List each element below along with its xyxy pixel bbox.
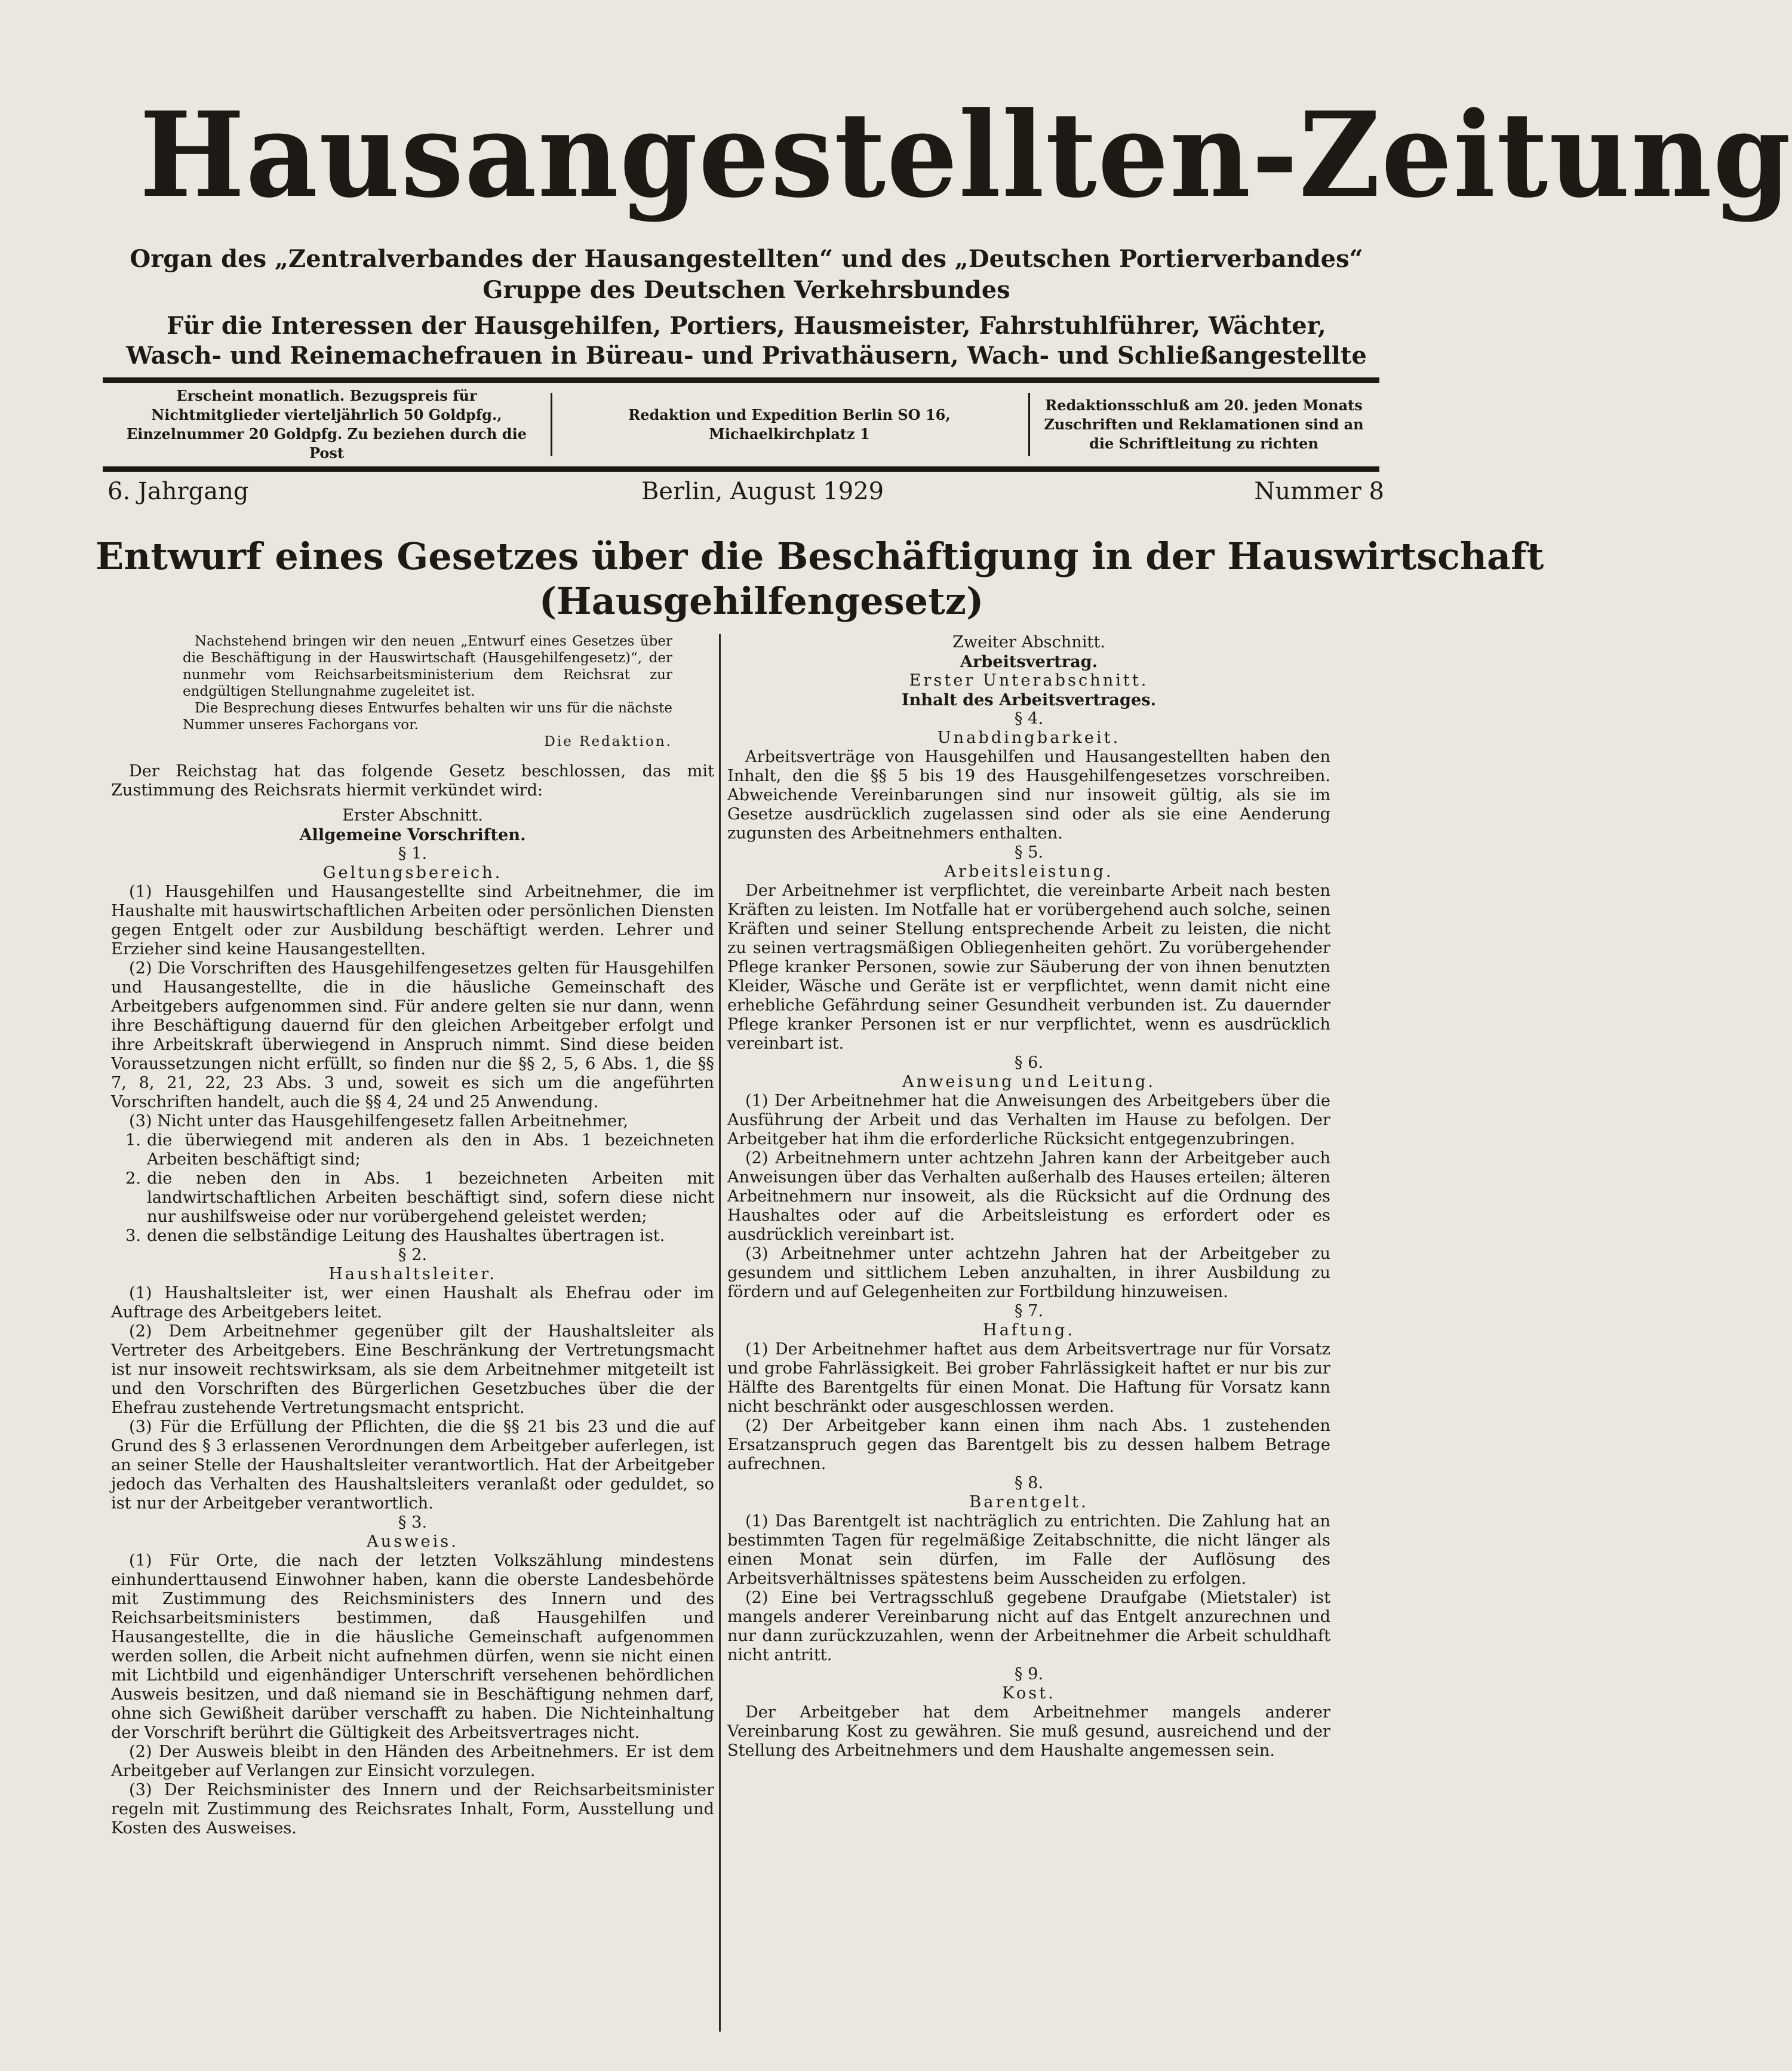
paragraph: (3) Arbeitnehmer unter achtzehn Jahren hat der Arbeitgeber zu gesundem und sittlichem Leben anzuhalten, in ihrer Ausbildung zu fördern und auf Gelegenheiten zur Fortbildung hinzuweisen. [727,1245,1330,1301]
paragraph: (2) Der Arbeitgeber kann einen ihm nach Abs. 1 zustehenden Ersatzanspruch gegen das Barentgelt bis zu dessen halbem Betrage aufrechnen. [727,1416,1330,1473]
paragraph: (2) Dem Arbeitnehmer gegenüber gilt der Haushaltsleiter als Vertreter des Arbeitgebers. Eine Beschränkung der Vertretungsmacht ist nur insoweit rechtswirksam, als sie dem Arbeitnehmer mitgeteilt ist und den Vorschriften des Bürgerlichen Gesetzbuches über die der Ehefrau zustehende Vertretungsmacht entspricht. [111,1322,714,1417]
preamble: Der Reichstag hat das folgende Gesetz beschlossen, das mit Zustimmung des Reichsrats hiermit verkündet wird: [111,762,714,800]
paragraph: (2) Eine bei Vertragsschluß gegebene Draufgabe (Mietstaler) ist mangels anderer Vereinbarung nicht auf das Entgelt anzurechnen und nur dann zurückzuzahlen, wenn der Arbeitnehmer die Arbeit schuldhaft nicht antritt. [727,1588,1330,1664]
place-date: Berlin, August 1929 [641,478,884,505]
paragraph: (1) Hausgehilfen und Hausangestellte sind Arbeitnehmer, die im Haushalte mit hauswirtschaftlichen Arbeiten oder persönlichen Diensten gegen Entgelt oder zur Ausbildung beschäftigt werden. Lehrer und Erzieher sind keine Hausangestellten. [111,883,714,958]
interests-line-1: Für die Interessen der Hausgehilfen, Portiers, Hausmeister, Fahrstuhlführer, Wächter, [167,312,1326,340]
editorial-note-text: Nachstehend bringen wir den neuen „Entwurf eines Gesetzes über die Beschäftigung in der Hauswirtschaft (Hausgehilfengesetz)“, der nunmehr vom Reichsarbeitsministerium dem Reichsrat zur endgültigen Stellungnahme zugeleitet ist. [183,634,672,699]
paragraph: (1) Haushaltsleiter ist, wer einen Haushalt als Ehefrau oder im Auftrage des Arbeitgebers leitet. [111,1284,714,1322]
headline-subtitle: (Hausgehilfengesetz) [539,579,984,623]
headline: Entwurf eines Gesetzes über die Beschäftigung in der Hauswirtschaft [96,534,1544,578]
editorial-signature: Die Redaktion. [544,734,672,749]
paragraph: Der Arbeitgeber hat dem Arbeitnehmer mangels anderer Vereinbarung Kost zu gewähren. Sie muß gesund, ausreichend und der Stellung des Arbeitnehmers und dem Haushalte angemessen sein. [727,1703,1330,1760]
editorial-note [183,633,672,750]
section-title: Kost. [1002,1684,1056,1703]
part-heading: Erster Abschnitt. [342,806,483,825]
paragraph: (2) Der Ausweis bleibt in den Händen des Arbeitnehmers. Er ist dem Arbeitgeber auf Verlangen zur Einsicht vorzulegen. [111,1743,714,1780]
bottom-rule [103,466,1379,472]
subpart-heading: Erster Unterabschnitt. [909,671,1149,690]
section-title: Ausweis. [367,1532,459,1551]
section-number: § 9. [1014,1665,1044,1683]
group-line: Gruppe des Deutschen Verkehrsbundes [482,276,1010,304]
list-item [111,1169,714,1227]
column-divider [719,634,721,2032]
list-number: 3. [125,1227,141,1245]
list-text: denen die selbständige Leitung des Haushaltes übertragen ist. [147,1227,665,1245]
paragraph: (3) Für die Erfüllung der Pflichten, die die §§ 21 bis 23 und die auf Grund des § 3 erlassenen Verordnungen dem Arbeitgeber auferlegen, ist an seiner Stelle der Haushaltsleiter verantwortlich. Hat der Arbeitgeber jedoch das Verhalten des Haushaltsleiters veranlaßt oder geduldet, so ist nur der Arbeitgeber verantwortlich. [111,1418,714,1513]
section-number: § 2. [398,1246,428,1264]
right-column [727,633,1330,1760]
part-title: Arbeitsvertrag. [960,652,1098,671]
section-number: § 6. [1014,1053,1044,1072]
paragraph: (3) Nicht unter das Hausgehilfengesetz fallen Arbeitnehmer, [129,1112,628,1130]
paragraph: (1) Das Barentgelt ist nachträglich zu entrichten. Die Zahlung hat an bestimmten Tagen für regelmäßige Zeitabschnitte, die nicht länger als einen Monat sein dürfen, im Falle der Auflösung des Arbeitsverhältnisses spätestens beim Ausscheiden zu erfolgen. [727,1512,1330,1588]
organ-line: Organ des „Zentralverbandes der Hausangestellten“ und des „Deutschen Portierverbandes“ [130,245,1363,273]
section-number: § 7. [1014,1302,1044,1320]
section-title: Arbeitsleistung. [944,862,1114,881]
section-title: Haushaltsleiter. [328,1265,497,1283]
section-number: § 5. [1014,843,1044,862]
section-number: § 1. [398,844,428,863]
info-box [103,387,1379,462]
paragraph: Arbeitsverträge von Hausgehilfen und Hausangestellten haben den Inhalt, den die §§ 5 bis 19 des Hausgehilfengesetzes vorschreiben. Abweichende Vereinbarungen sind nur insoweit gültig, als sie im Gesetze ausdrücklich zugelassen sind oder als sie eine Aenderung zugunsten des Arbeitnehmers enthalten. [727,748,1330,843]
section-number: § 4. [1014,709,1044,728]
paragraph: (1) Der Arbeitnehmer hat die Anweisungen des Arbeitgebers über die Ausführung der Arbeit und das Verhalten im Hause zu befolgen. Der Arbeitgeber hat ihm die erforderliche Rücksicht entgegenzubringen. [727,1092,1330,1148]
paragraph: Der Arbeitnehmer ist verpflichtet, die vereinbarte Arbeit nach besten Kräften zu leisten. Im Notfalle hat er vorübergehend auch solche, seinen Kräften und seiner Stellung entsprechende Arbeit zu leisten, die nicht zu seinen vertragsmäßigen Obliegenheiten gehört. Zu vorübergehender Pflege kranker Personen, sowie zur Säuberung der von ihnen benutzten Kleider, Wäsche und Geräte ist er verpflichtet, wenn damit nicht eine erhebliche Gefährdung seiner Gesundheit verbunden ist. Zu dauernder Pflege kranker Personen ist er nur verpflichtet, wenn es ausdrücklich vereinbart ist. [727,881,1330,1053]
section-title: Unabdingbarkeit. [937,729,1121,747]
section-title: Haftung. [983,1321,1075,1339]
paragraph: (1) Für Orte, die nach der letzten Volkszählung mindestens einhunderttausend Einwohner haben, kann die oberste Landesbehörde mit Zustimmung des Reichsministers des Innern und des Reichsarbeitsministers bestimmen, daß Hausgehilfen und Hausangestellte, die in die häusliche Gemeinschaft aufgenommen werden sollen, die Arbeit nicht aufnehmen dürfen, wenn sie nicht einen mit Lichtbild und eigenhändiger Unterschrift versehenen behördlichen Ausweis besitzen, und daß niemand sie in Beschäftigung nehmen darf, ohne sich Gewißheit darüber verschafft zu haben. Die Nichteinhaltung der Vorschrift berührt die Gültigkeit des Arbeitsvertrages nicht. [111,1551,714,1742]
section-title: Barentgelt. [969,1493,1089,1511]
editorial-note-text: Die Besprechung dieses Entwurfes behalten wir uns für die nächste Nummer unseres Fachorgans vor. [183,700,672,733]
left-column [111,633,714,1838]
section-number: § 3. [398,1513,428,1532]
subpart-title: Inhalt des Arbeitsvertrages. [901,690,1157,709]
list-item [111,1227,714,1246]
editorial-address: Redaktion und Expedition Berlin SO 16, Michaelkirchplatz 1 [628,406,951,443]
list-text: die überwiegend mit anderen als den in Abs. 1 bezeichneten Arbeiten beschäftigt sind; [147,1131,714,1169]
paragraph: (1) Der Arbeitnehmer haftet aus dem Arbeitsvertrage nur für Vorsatz und grobe Fahrlässigkeit. Bei grober Fahrlässigkeit haftet er nur bis zur Hälfte des Barentgelts für einen Monat. Die Haftung für Vorsatz kann nicht beschränkt oder ausgeschlossen werden. [727,1340,1330,1416]
volume-label: 6. Jahrgang [107,478,249,505]
list-item [111,1131,714,1169]
list-number: 1. [125,1131,141,1150]
paragraph: (3) Der Reichsminister des Innern und der Reichsarbeitsminister regeln mit Zustimmung des Reichsrates Inhalt, Form, Ausstellung und Kosten des Ausweises. [111,1781,714,1838]
interests-line-2: Wasch- und Reinemachefrauen in Büreau- und Privathäusern, Wach- und Schließangestellte [126,342,1367,370]
subscription-info: Erscheint monatlich. Bezugspreis für Nichtmitglieder vierteljährlich 50 Goldpfg., Einzelnummer 20 Goldpfg. Zu beziehen durch die Post [127,387,527,462]
masthead-title: Hausangestellten-Zeitung [139,87,1792,224]
top-rule [103,377,1379,383]
paragraph: (2) Arbeitnehmern unter achtzehn Jahren kann der Arbeitgeber auch Anweisungen über das Verhalten außerhalb des Hauses erteilen; älteren Arbeitnehmern nur insoweit, als die Rücksicht auf die Ordnung des Haushaltes oder auf die Arbeitsleistung es erfordert oder es ausdrücklich vereinbart ist. [727,1149,1330,1244]
section-title: Geltungsbereich. [322,864,503,882]
part-heading: Zweiter Abschnitt. [952,633,1106,652]
paragraph: (2) Die Vorschriften des Hausgehilfengesetzes gelten für Hausgehilfen und Hausangestellte, die in die häusliche Gemeinschaft des Arbeitgebers aufgenommen sind. Für andere gelten sie nur dann, wenn ihre Beschäftigung dauernd für den gleichen Arbeitgeber erfolgt und ihre Arbeitskraft überwiegend in Anspruch nimmt. Sind diese beiden Voraussetzungen nicht erfüllt, so finden nur die §§ 2, 5, 6 Abs. 1, die §§ 7, 8, 21, 22, 23 Abs. 3 und, soweit es sich um die angeführten Vorschriften handelt, auch die §§ 4, 24 und 25 Anwendung. [111,959,714,1111]
section-number: § 8. [1014,1474,1044,1492]
issue-number: Nummer 8 [1254,478,1384,505]
list-number: 2. [125,1169,141,1188]
deadline-info: Redaktionsschluß am 20. jeden Monats Zuschriften und Reklamationen sind an die Schriftleitung zu richten [1044,397,1364,452]
section-title: Anweisung und Leitung. [902,1073,1156,1091]
part-title: Allgemeine Vorschriften. [299,825,526,844]
list-text: die neben den in Abs. 1 bezeichneten Arbeiten mit landwirtschaftlichen Arbeiten beschäftigt sind, sofern diese nicht nur aushilfsweise oder nur vorübergehend geleistet werden; [147,1169,714,1226]
